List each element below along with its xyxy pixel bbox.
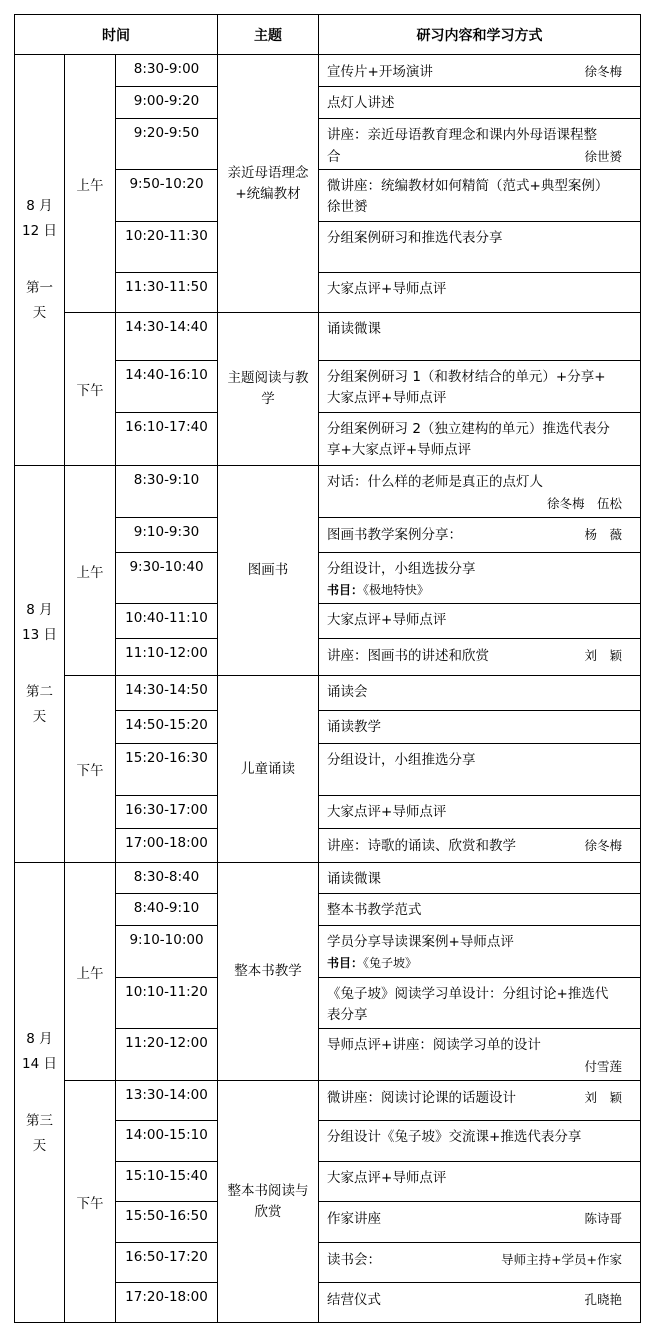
theme-cell [218, 676, 319, 863]
content-line [327, 682, 634, 703]
content-cell [319, 978, 641, 1029]
book-title: 《极地特快》 [363, 583, 430, 597]
content-text: 微讲座：统编教材如何精简（范式+典型案例） [327, 178, 609, 194]
schedule-row [15, 466, 641, 518]
time-cell: 11:20-12:00 [116, 1029, 218, 1081]
content-cell [319, 119, 641, 170]
content-text: 诵读教学 [327, 719, 382, 735]
content-line [327, 1056, 634, 1077]
afternoon-cell [65, 1081, 116, 1323]
content-line [327, 197, 634, 218]
content-cell [319, 604, 641, 639]
schedule-row [15, 1081, 641, 1121]
content-text: 大家点评+导师点评 [327, 612, 447, 628]
content-cell [319, 639, 641, 676]
time-cell: 10:40-11:10 [116, 604, 218, 639]
speaker-name: 陈诗哥 [584, 1211, 623, 1226]
afternoon-label: 下午 [76, 383, 104, 399]
content-line [327, 228, 634, 249]
time-cell: 14:30-14:40 [116, 313, 218, 361]
content-line [327, 93, 634, 114]
content-line [327, 984, 634, 1005]
content-line [327, 610, 634, 631]
time-cell: 8:30-8:40 [116, 863, 218, 894]
time-cell: 17:20-18:00 [116, 1283, 218, 1323]
time-cell: 13:30-14:00 [116, 1081, 218, 1121]
content-line [327, 835, 634, 857]
morning-label: 上午 [76, 965, 104, 982]
content-line [327, 176, 634, 197]
content-line [327, 367, 634, 388]
content-cell [319, 744, 641, 796]
content-text-continued: 享+大家点评+导师点评 [327, 442, 472, 458]
time-cell: 9:00-9:20 [116, 87, 218, 119]
content-cell [319, 313, 641, 361]
content-line [327, 440, 634, 461]
content-text: 整本书教学范式 [327, 902, 422, 918]
time-cell: 17:00-18:00 [116, 829, 218, 863]
content-cell [319, 518, 641, 553]
content-text: 读书会： [327, 1252, 382, 1268]
content-line [327, 1127, 634, 1148]
content-text: 分组案例研习和推选代表分享 [327, 230, 503, 246]
content-line [327, 493, 634, 514]
time-cell: 10:10-11:20 [116, 978, 218, 1029]
time-cell: 14:00-15:10 [116, 1121, 218, 1162]
time-cell: 14:30-14:50 [116, 676, 218, 711]
day-date: 8 月 [26, 1030, 53, 1047]
content-text-continued: 大家点评+导师点评 [327, 390, 447, 406]
time-cell: 15:10-15:40 [116, 1162, 218, 1202]
content-line [327, 319, 634, 340]
time-cell: 16:30-17:00 [116, 796, 218, 829]
content-text: 大家点评+导师点评 [327, 281, 447, 297]
day-date: 8 月 [26, 602, 53, 618]
content-text: 分组案例研习 1（和教材结合的单元）+分享+ [327, 369, 606, 385]
content-text: 微讲座：阅读讨论课的话题设计 [327, 1090, 517, 1106]
content-cell [319, 413, 641, 466]
content-line [327, 869, 634, 890]
morning-cell [65, 466, 116, 676]
day-cell [15, 466, 65, 863]
time-cell: 9:30-10:40 [116, 553, 218, 604]
time-cell: 9:50-10:20 [116, 170, 218, 222]
content-line [327, 279, 634, 300]
content-text: 分组案例研习 2（独立建构的单元）推选代表分 [327, 421, 610, 437]
speaker-name: 导师主持+学员+作家 [501, 1252, 623, 1267]
theme-label: 儿童诵读 [241, 760, 296, 777]
content-cell [319, 1243, 641, 1283]
theme-cell [218, 55, 319, 313]
theme-cell [218, 466, 319, 676]
theme-cell [218, 1081, 319, 1323]
content-cell [319, 1162, 641, 1202]
content-cell [319, 273, 641, 313]
time-cell: 8:30-9:10 [116, 466, 218, 518]
schedule-row [15, 313, 641, 361]
content-cell [319, 926, 641, 978]
speaker-name: 徐冬梅 伍松 [547, 496, 623, 511]
day-cell [15, 55, 65, 466]
content-line [327, 750, 634, 771]
content-line [327, 1289, 634, 1311]
content-text: 结营仪式 [327, 1292, 382, 1308]
time-cell: 8:30-9:00 [116, 55, 218, 87]
content-text: 分组设计，小组推选分享 [327, 752, 476, 768]
time-cell: 9:20-9:50 [116, 119, 218, 170]
content-text: 《兔子坡》阅读学习单设计：分组讨论+推选代 [327, 986, 609, 1002]
content-cell [319, 55, 641, 87]
content-text-continued: 表分享 [327, 1007, 368, 1023]
content-line [327, 559, 634, 580]
content-cell [319, 87, 641, 119]
content-line [327, 388, 634, 409]
day-cell [15, 863, 65, 1323]
speaker-name: 徐冬梅 [584, 838, 623, 853]
header-row [15, 15, 641, 55]
content-cell [319, 1121, 641, 1162]
content-cell [319, 466, 641, 518]
content-text: 诵读会 [327, 684, 368, 700]
content-cell [319, 863, 641, 894]
day-label: 第一 [26, 280, 53, 296]
content-line [327, 1035, 634, 1056]
time-cell: 16:50-17:20 [116, 1243, 218, 1283]
content-text: 讲座：图画书的讲述和欣赏 [327, 648, 490, 664]
content-line [327, 717, 634, 738]
afternoon-cell [65, 676, 116, 863]
day-date: 8 月 [26, 198, 53, 214]
content-line [327, 932, 634, 953]
content-line [327, 524, 634, 546]
content-text: 点灯人讲述 [327, 95, 395, 111]
content-line [327, 900, 634, 921]
time-cell: 11:30-11:50 [116, 273, 218, 313]
day-label: 第三 [26, 1112, 53, 1129]
content-line [327, 1249, 634, 1271]
theme-cell [218, 863, 319, 1081]
content-text-continued: 合 [327, 149, 341, 165]
speaker-name: 杨 薇 [584, 527, 623, 542]
day-number: 13 日 [22, 627, 57, 643]
day-label-suffix: 天 [32, 305, 47, 321]
content-cell [319, 1283, 641, 1323]
header-time: 时间 [15, 15, 218, 55]
content-line [327, 802, 634, 823]
schedule-table [14, 14, 641, 1323]
schedule-row [15, 55, 641, 87]
theme-cell [218, 313, 319, 466]
content-cell [319, 1081, 641, 1121]
speaker-name: 刘 颖 [584, 648, 623, 663]
morning-label: 上午 [76, 177, 104, 194]
theme-label: 整本书教学 [234, 963, 302, 979]
content-cell [319, 894, 641, 926]
schedule-row [15, 863, 641, 894]
header-theme: 主题 [218, 15, 319, 55]
time-cell: 10:20-11:30 [116, 222, 218, 273]
time-cell: 15:20-16:30 [116, 744, 218, 796]
content-text: 诵读微课 [327, 871, 382, 887]
content-text: 图画书教学案例分享： [327, 527, 463, 543]
schedule-row [15, 676, 641, 711]
speaker-name: 刘 颖 [584, 1090, 623, 1105]
afternoon-label: 下午 [76, 763, 104, 779]
day-label-suffix: 天 [32, 709, 47, 725]
content-text: 大家点评+导师点评 [327, 804, 447, 820]
content-cell [319, 361, 641, 413]
content-text: 对话：什么样的老师是真正的点灯人 [327, 474, 544, 490]
book-label: 书目： [327, 956, 364, 970]
day-label: 第二 [26, 684, 53, 700]
content-line [327, 146, 634, 168]
time-cell: 8:40-9:10 [116, 894, 218, 926]
afternoon-cell [65, 313, 116, 466]
content-line [327, 419, 634, 440]
content-cell [319, 553, 641, 604]
content-text: 诵读微课 [327, 321, 382, 337]
content-cell [319, 170, 641, 222]
content-cell [319, 222, 641, 273]
content-text-continued: 徐世赟 [327, 199, 368, 215]
content-cell [319, 1202, 641, 1243]
content-line [327, 645, 634, 667]
content-line [327, 125, 634, 146]
morning-cell [65, 55, 116, 313]
time-cell: 11:10-12:00 [116, 639, 218, 676]
speaker-name: 徐世赟 [584, 149, 623, 164]
content-cell [319, 829, 641, 863]
morning-cell [65, 863, 116, 1081]
time-cell: 16:10-17:40 [116, 413, 218, 466]
content-cell [319, 1029, 641, 1081]
time-cell: 9:10-10:00 [116, 926, 218, 978]
book-line [327, 953, 634, 974]
content-text: 分组设计，小组选拔分享 [327, 561, 476, 577]
content-cell [319, 711, 641, 744]
content-line [327, 1208, 634, 1230]
content-line [327, 472, 634, 493]
speaker-name: 徐冬梅 [584, 64, 623, 79]
content-text: 宣传片+开场演讲 [327, 64, 433, 80]
book-title: 《兔子坡》 [363, 956, 418, 970]
time-cell: 14:50-15:20 [116, 711, 218, 744]
content-text: 讲座：诗歌的诵读、欣赏和教学 [327, 838, 517, 854]
content-line [327, 1168, 634, 1189]
day-label-suffix: 天 [32, 1137, 47, 1154]
content-cell [319, 676, 641, 711]
day-number: 12 日 [22, 223, 57, 239]
day-number: 14 日 [22, 1055, 57, 1072]
time-cell: 14:40-16:10 [116, 361, 218, 413]
content-line [327, 1087, 634, 1109]
content-text: 分组设计《兔子坡》交流课+推选代表分享 [327, 1129, 582, 1145]
content-text: 讲座：亲近母语教育理念和课内外母语课程整 [327, 127, 598, 143]
speaker-name: 孔晓艳 [584, 1292, 623, 1307]
content-text: 大家点评+导师点评 [327, 1170, 447, 1186]
theme-label: 整本书阅读与欣赏 [227, 1182, 309, 1220]
header-content: 研习内容和学习方式 [319, 15, 641, 55]
content-line [327, 1005, 634, 1026]
content-text: 导师点评+讲座：阅读学习单的设计 [327, 1037, 541, 1053]
content-cell [319, 796, 641, 829]
book-label: 书目： [327, 583, 364, 597]
content-text: 作家讲座 [327, 1211, 382, 1227]
theme-label: 主题阅读与教学 [227, 370, 309, 407]
content-text: 学员分享导读课案例+导师点评 [327, 934, 514, 950]
time-cell: 15:50-16:50 [116, 1202, 218, 1243]
theme-label: 亲近母语理念+统编教材 [227, 164, 309, 202]
content-line [327, 61, 634, 83]
book-line [327, 580, 634, 601]
speaker-name: 付雪莲 [584, 1059, 623, 1074]
afternoon-label: 下午 [76, 1195, 104, 1212]
theme-label: 图画书 [247, 562, 289, 578]
morning-label: 上午 [76, 564, 104, 581]
time-cell: 9:10-9:30 [116, 518, 218, 553]
